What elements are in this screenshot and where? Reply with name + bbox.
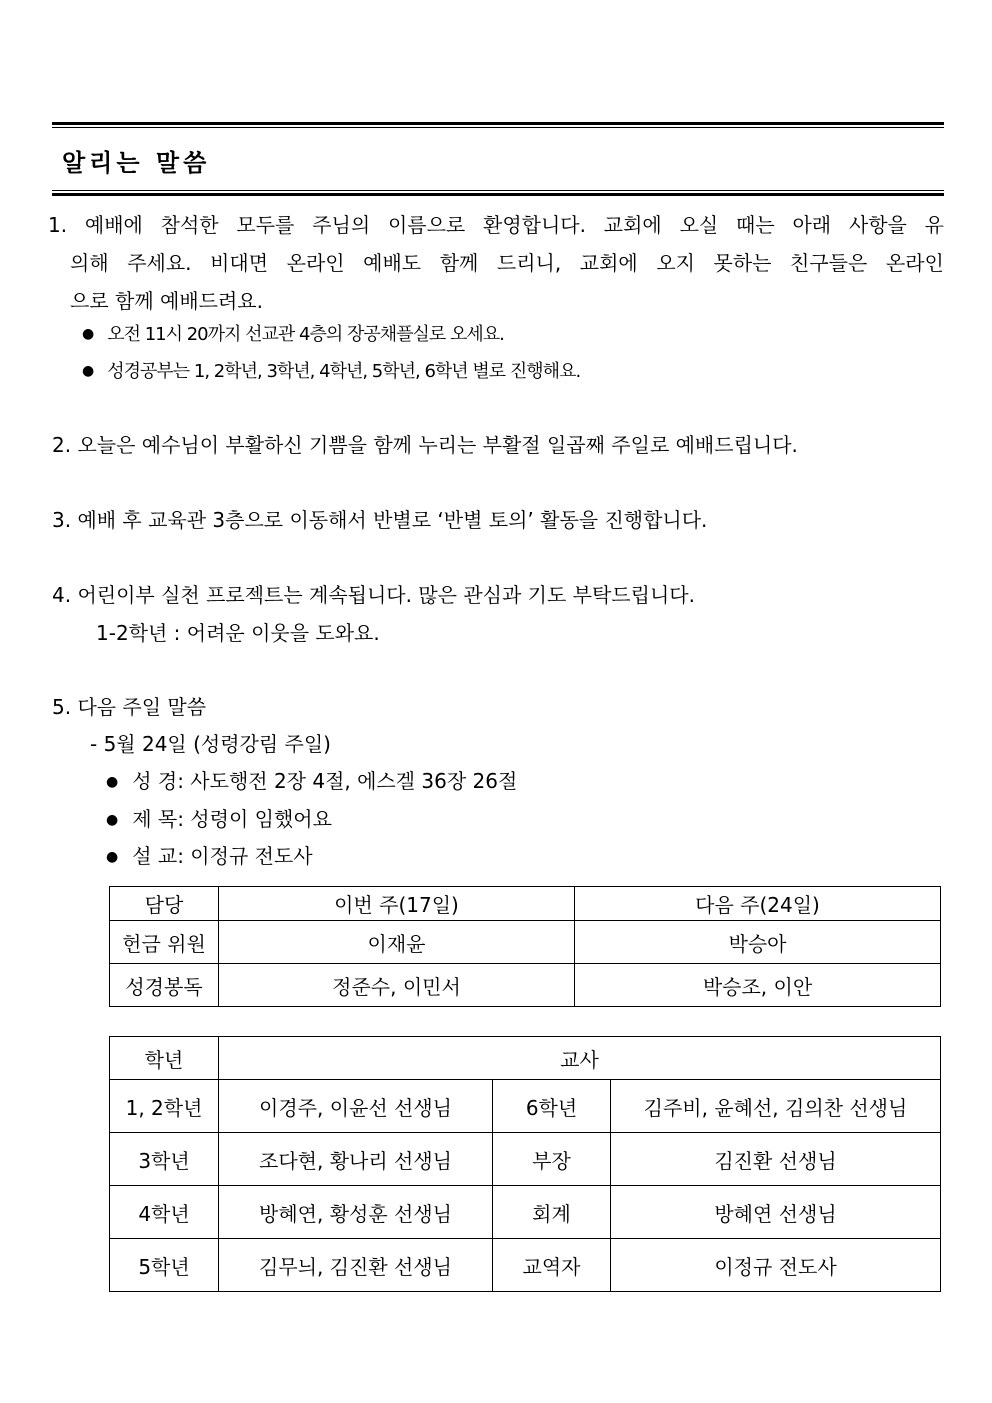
teacher-cell: 1, 2학년 xyxy=(110,1080,219,1133)
notice-4-sub: 1-2학년 : 어려운 이웃을 도와요. xyxy=(96,621,380,645)
teacher-cell: 이경주, 이윤선 선생님 xyxy=(219,1080,493,1133)
teacher-cell: 김무늬, 김진환 선생님 xyxy=(219,1239,493,1292)
teacher-cell: 4학년 xyxy=(110,1186,219,1239)
notice-4: 4. 어린이부 실천 프로젝트는 계속됩니다. 많은 관심과 기도 부탁드립니다. xyxy=(52,583,695,607)
teacher-cell: 3학년 xyxy=(110,1133,219,1186)
duty-header-next-week: 다음 주(24일) xyxy=(575,887,941,921)
notice-1-bullet-1: ● 오전 11시 20까지 선교관 4층의 장공채플실로 오세요. xyxy=(82,316,504,355)
duty-header-this-week: 이번 주(17일) xyxy=(219,887,575,921)
duty-cell: 성경봉독 xyxy=(110,964,219,1007)
title-rule-thick xyxy=(52,193,944,196)
teacher-table xyxy=(109,1036,941,1292)
notice-1-line-3: 으로 함께 예배드려요. xyxy=(70,289,263,313)
sermon-preacher: ● 설 교: 이정규 전도사 xyxy=(106,837,313,878)
table-row xyxy=(110,1239,941,1292)
top-rule-thick xyxy=(52,122,944,125)
notice-5: 5. 다음 주일 말씀 xyxy=(52,695,207,719)
notice-1-line-2: 의해 주세요. 비대면 온라인 예배도 함께 드리니, 교회에 오지 못하는 친구들은 온라인 xyxy=(70,251,944,275)
teacher-cell: 김진환 선생님 xyxy=(611,1133,941,1186)
teacher-cell: 부장 xyxy=(493,1133,611,1186)
teacher-cell: 이정규 전도사 xyxy=(611,1239,941,1292)
teacher-cell: 방혜연, 황성훈 선생님 xyxy=(219,1186,493,1239)
table-row xyxy=(110,964,941,1007)
duty-cell: 정준수, 이민서 xyxy=(219,964,575,1007)
teacher-cell: 조다현, 황나리 선생님 xyxy=(219,1133,493,1186)
notice-3: 3. 예배 후 교육관 3층으로 이동해서 반별로 ‘반별 토의’ 활동을 진행합니다. xyxy=(52,508,708,532)
table-row xyxy=(110,921,941,964)
sermon-scripture: ● 성 경: 사도행전 2장 4절, 에스겔 36장 26절 xyxy=(106,762,517,803)
teacher-cell: 6학년 xyxy=(493,1080,611,1133)
teacher-cell: 회계 xyxy=(493,1186,611,1239)
teacher-cell: 방혜연 선생님 xyxy=(611,1186,941,1239)
table-row xyxy=(110,1080,941,1133)
table-row xyxy=(110,1186,941,1239)
duty-cell: 박승아 xyxy=(575,921,941,964)
title-rule-thin xyxy=(52,190,944,191)
teacher-cell: 김주비, 윤혜선, 김의찬 선생님 xyxy=(611,1080,941,1133)
notice-1-bullet-2: ● 성경공부는 1, 2학년, 3학년, 4학년, 5학년, 6학년 별로 진행해요. xyxy=(82,353,580,392)
sermon-title: ● 제 목: 성령이 임했어요 xyxy=(106,800,332,841)
table-row xyxy=(110,1133,941,1186)
teacher-cell: 교역자 xyxy=(493,1239,611,1292)
page-title: 알리는 말씀 xyxy=(62,149,211,177)
teacher-cell: 5학년 xyxy=(110,1239,219,1292)
duty-table xyxy=(109,886,941,1007)
notice-1 xyxy=(48,206,944,320)
duty-cell: 이재윤 xyxy=(219,921,575,964)
duty-cell: 박승조, 이안 xyxy=(575,964,941,1007)
duty-header-row xyxy=(110,887,941,921)
teacher-header-row xyxy=(110,1037,941,1080)
notice-2: 2. 오늘은 예수님이 부활하신 기쁨을 함께 누리는 부활절 일곱째 주일로 예배드립니다. xyxy=(52,433,798,457)
notice-1-line-1: 1. 예배에 참석한 모두를 주님의 이름으로 환영합니다. 교회에 오실 때는 아래 사항을 유 xyxy=(48,213,944,237)
notice-5-date: - 5월 24일 (성령강림 주일) xyxy=(90,732,331,756)
duty-header-role: 담당 xyxy=(110,887,219,921)
teacher-header-grade: 학년 xyxy=(110,1037,219,1080)
duty-cell: 헌금 위원 xyxy=(110,921,219,964)
top-rule-thin xyxy=(52,127,944,128)
teacher-header-teachers: 교사 xyxy=(219,1037,941,1080)
